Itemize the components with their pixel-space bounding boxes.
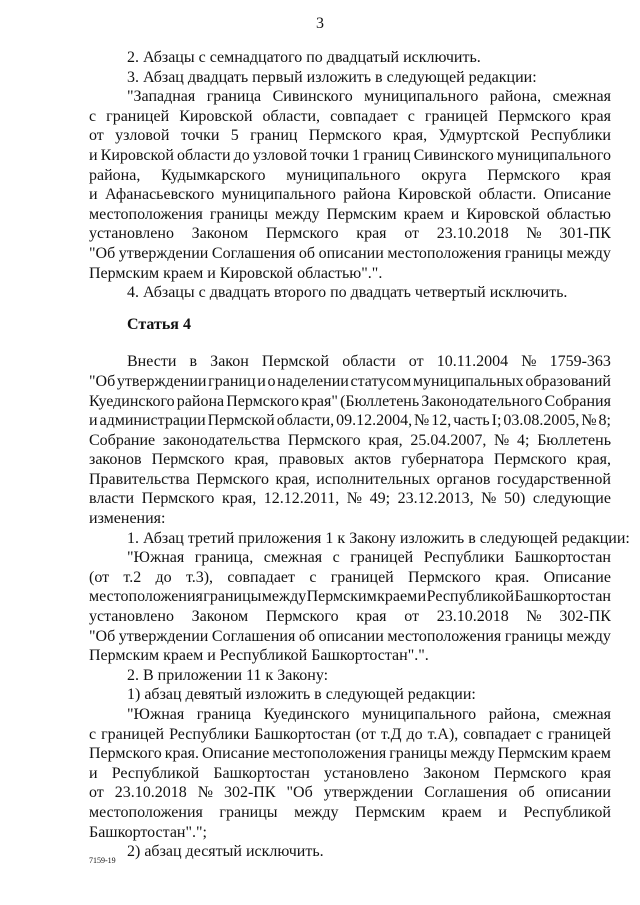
word: муниципального: [286, 166, 401, 184]
word: администрации: [99, 412, 206, 430]
word: границ: [208, 372, 256, 390]
word: края,: [392, 127, 428, 145]
word: об: [298, 244, 316, 262]
word: границы: [389, 745, 448, 763]
word: до: [406, 725, 423, 743]
word: между: [294, 803, 339, 821]
word: области,: [276, 412, 335, 430]
word: и: [498, 803, 507, 821]
word: Сивинского: [272, 88, 353, 106]
word: края,: [275, 470, 310, 488]
word: границей: [101, 725, 165, 743]
word: между: [275, 205, 320, 223]
word: "Об: [89, 372, 116, 390]
paragraph-line: 4. Абзацы с двадцать второго по двадцать четвертый исключить.: [127, 284, 568, 302]
justified-line: [89, 185, 611, 205]
word: Пермского: [141, 490, 215, 508]
justified-line: [89, 392, 611, 412]
justified-line: [89, 166, 611, 186]
paragraph-line: изменения:: [89, 510, 166, 528]
word: Башкортостан: [213, 764, 310, 782]
word: I;: [491, 412, 502, 430]
word: 301-ПК: [559, 225, 611, 243]
word: границы: [203, 588, 262, 606]
word: Собрания: [544, 392, 611, 410]
word: граница: [206, 88, 262, 106]
word: границ: [363, 146, 411, 164]
word: смежная: [552, 88, 611, 106]
justified-line: [89, 411, 611, 431]
word: описании: [318, 244, 384, 262]
word: №: [581, 412, 597, 430]
word: Республики: [530, 127, 611, 145]
justified-line: [89, 607, 611, 627]
justified-line: [89, 470, 611, 490]
word: Пермским: [306, 588, 377, 606]
word: краем: [441, 803, 482, 821]
word: государственной: [496, 470, 611, 488]
word: границ: [250, 127, 298, 145]
word: Пермского: [308, 127, 382, 145]
word: и: [89, 412, 98, 430]
word: местоположения: [89, 205, 203, 223]
word: 23.10.2018: [436, 225, 509, 243]
word: края: [580, 166, 611, 184]
word: Кировской: [466, 205, 540, 223]
word: муниципального: [496, 146, 611, 164]
word: 23.10.2018: [114, 784, 187, 802]
paragraph-line: 1. Абзац третий приложения 1 к Закону изложить в следующей редакции:: [127, 529, 630, 547]
word: Законодательного: [421, 392, 543, 410]
word: об: [518, 784, 535, 802]
word: местоположения: [89, 803, 203, 821]
word: 8;: [598, 412, 611, 430]
word: края.: [164, 745, 199, 763]
word: 03.08.2005,: [503, 412, 580, 430]
word: законов: [89, 451, 142, 469]
document-code: 7159-19: [89, 856, 116, 865]
word: 25.04.2007,: [410, 431, 487, 449]
word: и: [89, 146, 98, 164]
word: Пермского: [493, 451, 567, 469]
word: района,: [89, 166, 141, 184]
word: органов: [436, 470, 491, 488]
word: точки: [180, 127, 220, 145]
justified-line: [89, 126, 611, 146]
word: исполнительных: [316, 470, 431, 488]
word: и: [417, 588, 427, 606]
justified-line: [89, 587, 611, 607]
word: муниципального: [364, 88, 479, 106]
word: района: [176, 392, 225, 410]
word: границей: [330, 568, 394, 586]
quote-block-1: [89, 87, 611, 263]
word: "Западная: [127, 88, 196, 106]
justified-line: [89, 146, 611, 166]
word: Республики: [169, 725, 250, 743]
word: "Южная: [127, 706, 185, 723]
word: 12.12.2011,: [263, 490, 340, 508]
word: т.3),: [185, 568, 214, 586]
word: до: [233, 146, 250, 164]
word: установлено: [89, 608, 174, 626]
word: т.А),: [427, 725, 459, 743]
word: Куединского: [263, 706, 350, 723]
word: края": [301, 392, 338, 410]
word: (от: [89, 568, 110, 586]
paragraph-line: 2. Абзацы с семнадцатого по двадцатый исключить.: [127, 49, 481, 66]
word: Пермского: [265, 225, 339, 243]
word: границы: [209, 205, 269, 223]
word: местоположения: [387, 244, 502, 262]
word: часть: [453, 412, 490, 430]
word: Кудымкарского: [161, 166, 266, 184]
word: 5: [230, 127, 239, 145]
quote-block-2: [89, 548, 611, 646]
word: Республикой: [426, 588, 515, 606]
word: Сивинского: [413, 146, 494, 164]
word: №: [494, 431, 510, 449]
word: Пермского: [497, 107, 571, 125]
word: муниципального: [361, 706, 477, 723]
justified-line: [89, 450, 611, 470]
word: Пермской: [261, 353, 330, 371]
word: границы: [219, 803, 278, 821]
word: Внести: [127, 353, 177, 371]
word: №: [414, 412, 430, 430]
word: границы: [504, 244, 563, 262]
word: между: [566, 244, 611, 262]
word: Бюллетень: [537, 431, 611, 449]
word: 09.12.2004,: [336, 412, 413, 430]
paragraph-line: 2. В приложении 11 к Закону:: [127, 666, 329, 684]
document-body: [89, 48, 630, 862]
word: 4;: [517, 431, 530, 449]
word: Соглашения: [424, 784, 508, 802]
word: №: [526, 608, 542, 626]
word: от: [89, 127, 104, 145]
paragraph-line: 1) абзац девятый изложить в следующей редакции:: [127, 686, 476, 704]
word: 10.11.2004: [436, 353, 509, 371]
justified-line: [89, 744, 611, 764]
word: "Об: [286, 784, 313, 802]
word: Пермского: [196, 470, 269, 488]
word: Пермского: [408, 568, 481, 586]
word: "Об: [89, 244, 116, 262]
justified-line: [89, 205, 611, 225]
word: Куединского: [89, 392, 175, 410]
word: и: [89, 764, 98, 782]
word: Пермского: [226, 392, 300, 410]
word: Описание: [543, 568, 611, 586]
word: Пермского: [89, 745, 162, 763]
word: утверждении: [323, 784, 414, 802]
word: с: [332, 549, 340, 567]
word: о: [267, 372, 276, 390]
word: описании: [318, 627, 384, 645]
justified-line: [89, 489, 611, 509]
justified-line: [89, 764, 611, 784]
page-number: 3: [316, 15, 324, 32]
word: краем: [377, 588, 418, 606]
word: местоположения: [387, 627, 502, 645]
word: края.: [495, 568, 530, 586]
word: №: [197, 784, 213, 802]
word: Пермской: [207, 412, 275, 430]
word: т.2: [123, 568, 142, 586]
word: Республикой: [523, 803, 611, 821]
word: 50): [503, 490, 526, 508]
word: края,: [368, 431, 403, 449]
word: Удмуртской: [438, 127, 520, 145]
word: района,: [488, 706, 541, 723]
word: Законом: [191, 608, 249, 626]
word: совпадает: [227, 568, 296, 586]
word: установлено: [324, 764, 409, 782]
word: Соглашения: [211, 244, 296, 262]
word: смежная: [552, 706, 611, 723]
paragraph-line: Башкортостан".";: [89, 823, 207, 841]
justified-line: [89, 224, 611, 244]
word: Пермского: [487, 166, 560, 184]
word: Пермского: [151, 451, 225, 469]
word: актов: [354, 451, 392, 469]
article-intro-paragraph: [89, 372, 611, 509]
word: местоположения: [272, 745, 387, 763]
word: Республикой: [111, 764, 200, 782]
word: области: [342, 353, 396, 371]
word: 23.10.2018: [436, 608, 509, 626]
word: с: [89, 107, 97, 125]
paragraph-line: Пермским краем и Республикой Башкортостан".".: [89, 647, 429, 665]
word: границей: [547, 725, 611, 743]
justified-line: [89, 705, 611, 725]
word: узловой: [115, 127, 170, 145]
quote-block-3-first-line: [89, 705, 611, 725]
word: границы: [504, 627, 563, 645]
word: смежная: [263, 549, 323, 567]
justified-line: [89, 548, 611, 568]
article-intro-first-line: [89, 352, 611, 372]
paragraph-line: Пермским краем и Кировской областью".".: [89, 264, 383, 282]
word: Законом: [423, 764, 480, 782]
word: краем: [403, 205, 444, 223]
word: образований: [525, 372, 611, 390]
word: Законом: [191, 225, 249, 243]
justified-line: [89, 352, 611, 372]
word: т.Д: [380, 725, 402, 743]
justified-line: [89, 568, 611, 588]
word: власти: [89, 490, 135, 508]
word: граница,: [194, 549, 254, 567]
word: 302-ПК: [559, 608, 611, 626]
word: областью: [546, 205, 611, 223]
word: с: [309, 568, 317, 586]
justified-line: [89, 107, 611, 127]
word: края: [356, 225, 387, 243]
justified-line: [89, 783, 611, 803]
word: Кировской: [100, 146, 174, 164]
word: Пермского: [265, 608, 339, 626]
word: (от: [355, 725, 376, 743]
justified-line: [89, 627, 611, 647]
word: границей: [106, 107, 170, 125]
justified-line: [89, 87, 611, 107]
word: от: [404, 608, 420, 626]
word: области.: [478, 186, 537, 204]
word: между: [566, 627, 611, 645]
word: правовых: [278, 451, 345, 469]
word: края,: [221, 490, 257, 508]
word: от: [89, 784, 104, 802]
word: Правительства: [89, 470, 190, 488]
word: Описание: [202, 745, 270, 763]
word: между: [261, 588, 307, 606]
word: Пермским: [355, 803, 426, 821]
justified-line: [89, 372, 611, 392]
word: Описание: [543, 186, 611, 204]
word: об: [298, 627, 316, 645]
word: "Об: [89, 627, 116, 645]
word: Башкортостан: [254, 725, 351, 743]
word: Закон: [210, 353, 249, 371]
word: Башкортостан: [514, 588, 611, 606]
word: установлено: [89, 225, 174, 243]
word: 49;: [369, 490, 391, 508]
word: (Бюллетень: [340, 392, 420, 410]
word: следующие: [532, 490, 611, 508]
justified-line: [89, 244, 611, 264]
word: с: [89, 725, 97, 743]
word: до: [155, 568, 172, 586]
word: №: [481, 490, 497, 508]
word: и: [89, 186, 98, 204]
word: края,: [576, 451, 611, 469]
word: муниципального: [221, 186, 336, 204]
word: и: [450, 205, 460, 223]
word: утверждении: [118, 627, 209, 645]
word: граница: [196, 706, 252, 723]
word: №: [521, 353, 537, 371]
word: законодательства: [162, 431, 281, 449]
word: краем: [570, 745, 611, 763]
word: границей: [424, 107, 488, 125]
word: Башкортостан: [514, 549, 611, 567]
word: Соглашения: [211, 627, 296, 645]
word: точки: [310, 146, 349, 164]
word: Афанасьевского: [104, 186, 215, 204]
word: описании: [545, 784, 611, 802]
word: Республики: [423, 549, 504, 567]
word: губернатора: [401, 451, 484, 469]
word: с: [535, 725, 543, 743]
word: №: [346, 490, 363, 508]
word: 23.12.2013,: [397, 490, 474, 508]
word: от: [404, 225, 420, 243]
paragraph-line: 2) абзац десятый исключить.: [127, 843, 324, 861]
word: Кировской: [398, 186, 472, 204]
word: от: [408, 353, 424, 371]
word: утверждении: [116, 372, 207, 390]
word: края,: [234, 451, 269, 469]
word: совпадает: [330, 107, 398, 125]
word: Пермским: [497, 745, 568, 763]
word: области,: [262, 107, 321, 125]
paragraph-line: 3. Абзац двадцать первый изложить в следующей редакции:: [127, 68, 537, 86]
justified-line: [89, 803, 611, 823]
word: 1759-363: [549, 353, 611, 371]
quote-block-3: [89, 725, 611, 823]
word: и: [257, 372, 266, 390]
word: наделении: [277, 372, 349, 390]
word: района,: [489, 88, 542, 106]
word: округа: [421, 166, 467, 184]
word: между: [450, 745, 495, 763]
word: Пермским: [326, 205, 397, 223]
word: края: [580, 764, 611, 782]
word: в: [189, 353, 198, 371]
justified-line: [89, 431, 611, 451]
word: края: [580, 107, 611, 125]
word: 1: [352, 146, 361, 164]
word: области: [177, 146, 231, 164]
word: Собрание: [89, 431, 156, 449]
justified-line: [89, 725, 611, 745]
word: с: [407, 107, 415, 125]
word: статусом: [350, 372, 412, 390]
word: границей: [350, 549, 414, 567]
word: 12,: [431, 412, 452, 430]
article-heading: Статья 4: [127, 315, 191, 333]
word: района: [343, 186, 391, 204]
word: узловой: [252, 146, 308, 164]
word: совпадает: [463, 725, 531, 743]
word: утверждении: [118, 244, 209, 262]
word: Кировской: [179, 107, 253, 125]
word: края: [356, 608, 387, 626]
word: 302-ПК: [223, 784, 276, 802]
word: №: [526, 225, 542, 243]
word: Пермского: [287, 431, 361, 449]
word: "Южная: [127, 549, 185, 567]
word: Пермского: [493, 764, 567, 782]
word: муниципальных: [412, 372, 524, 390]
word: местоположения: [89, 588, 203, 606]
